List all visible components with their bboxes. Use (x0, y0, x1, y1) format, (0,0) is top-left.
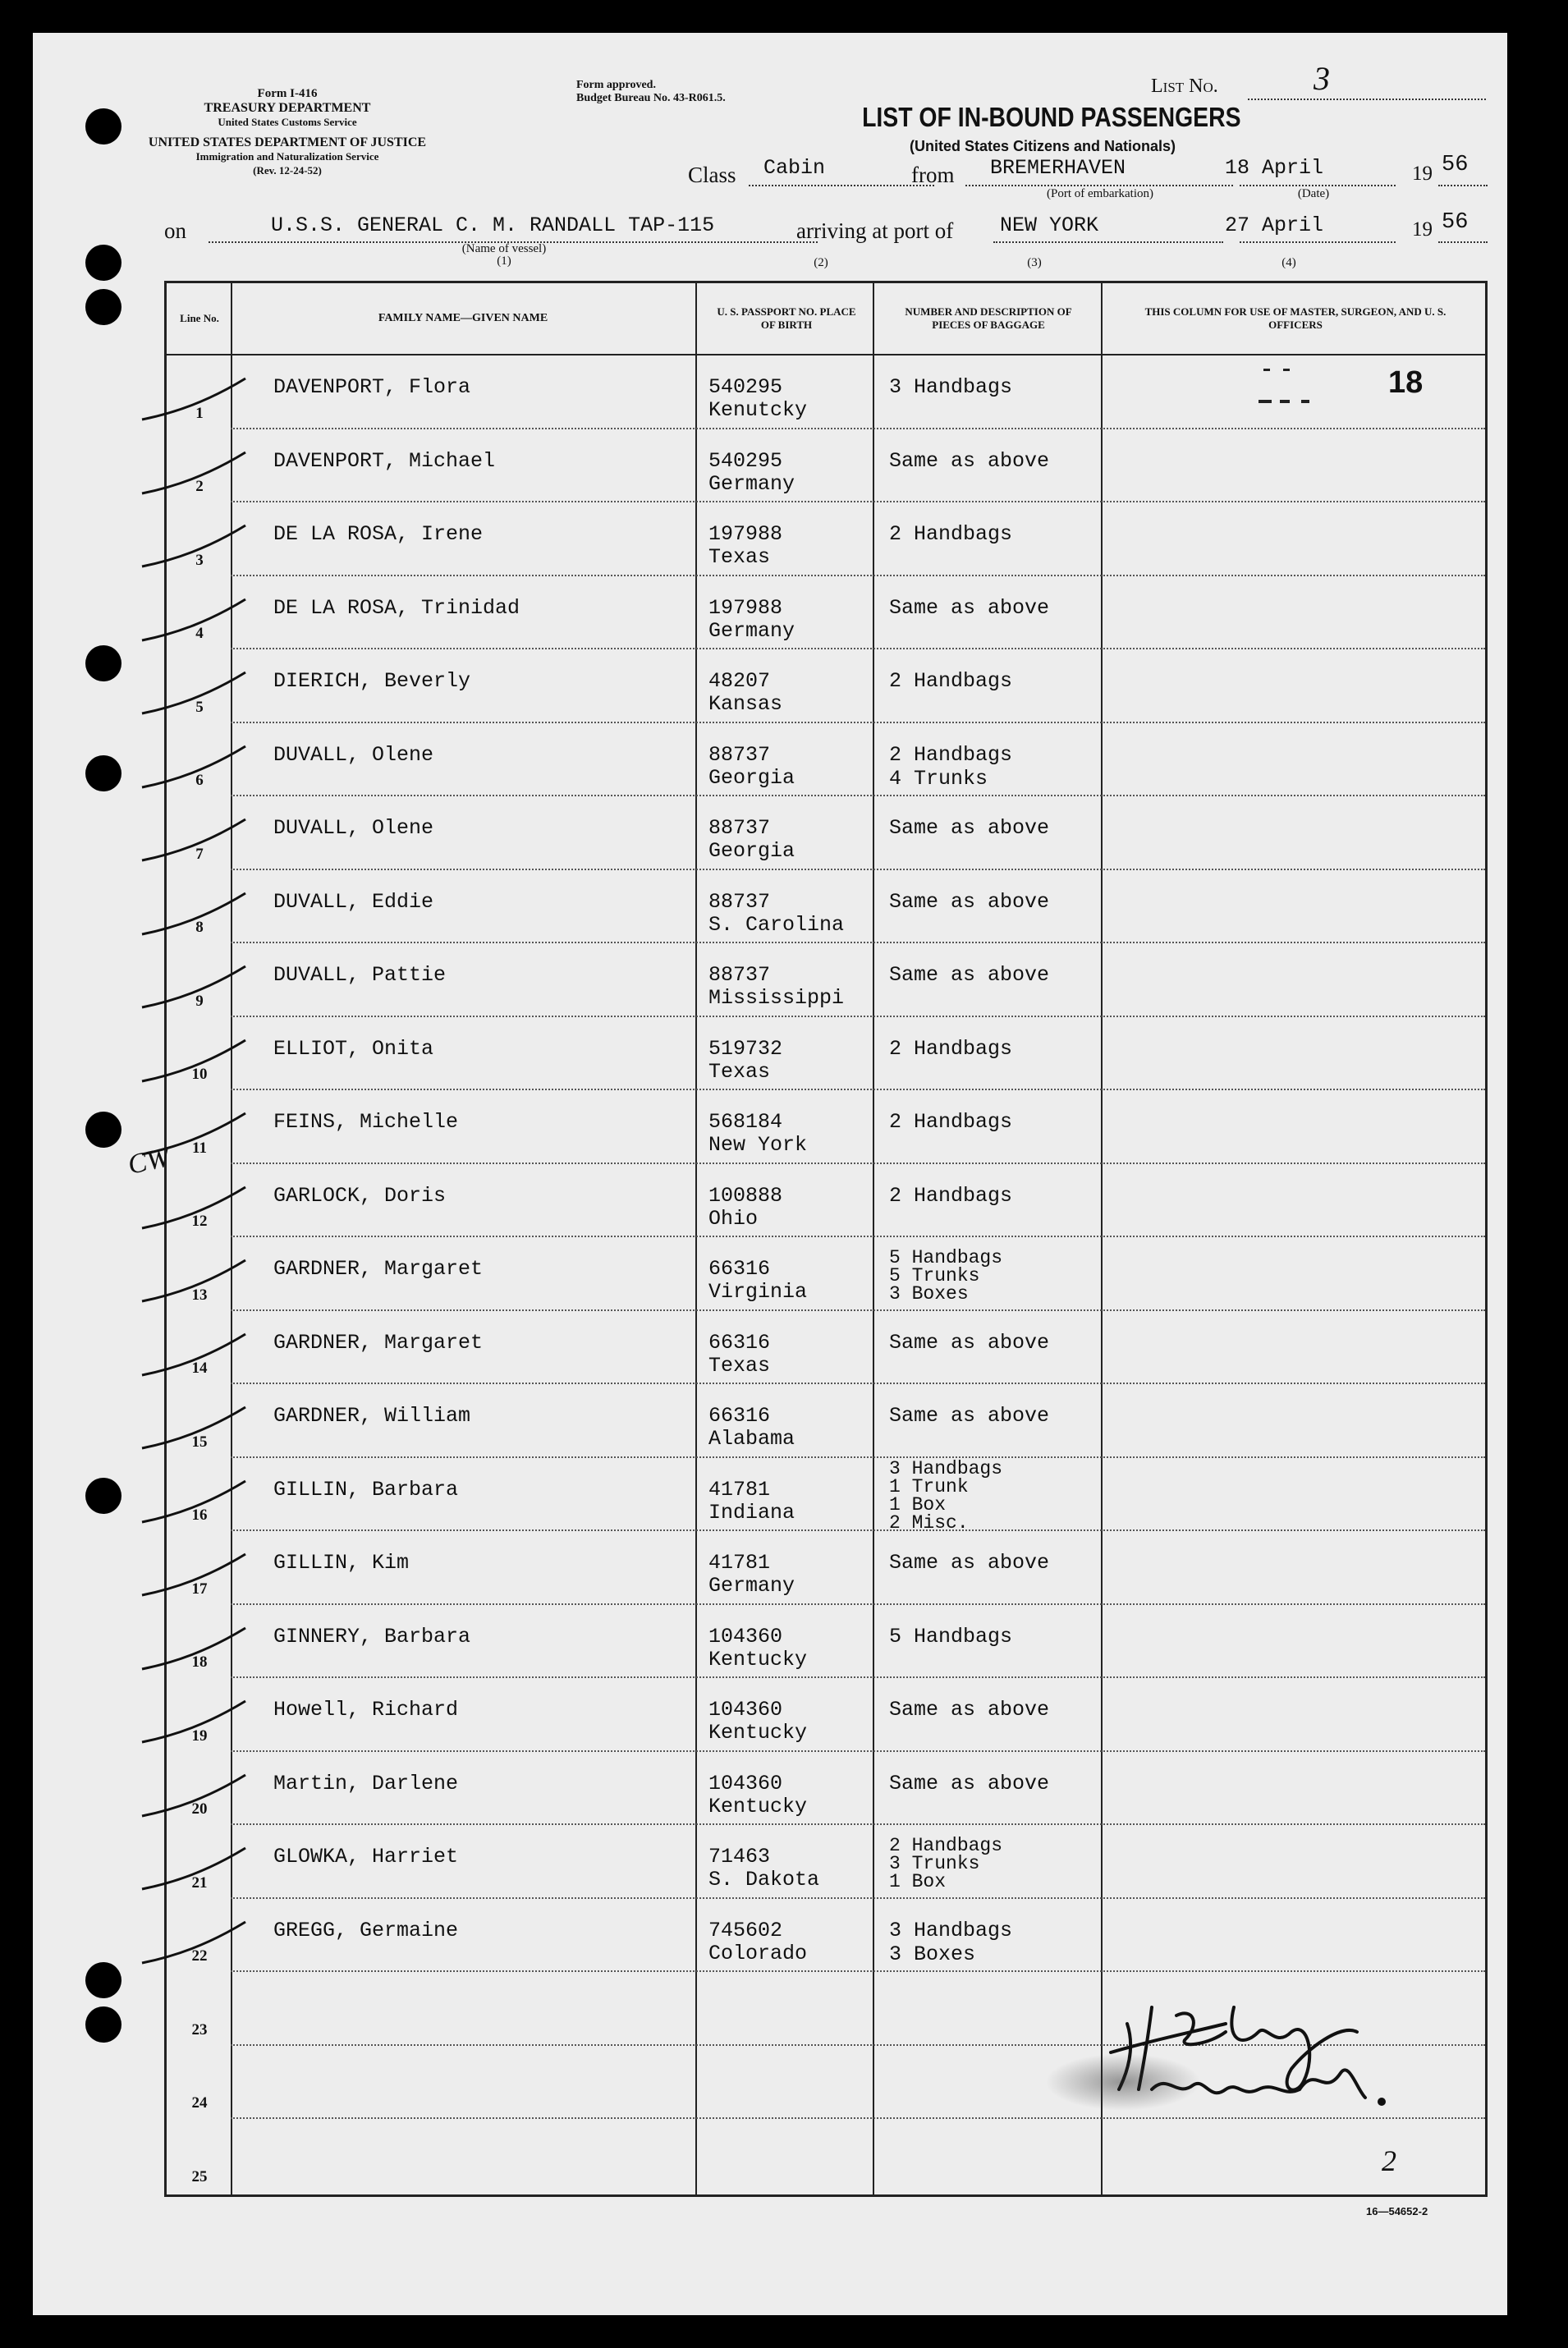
binder-hole (85, 245, 121, 281)
binder-hole (85, 1478, 121, 1514)
line-number: 14 (191, 1360, 208, 1377)
table-row (167, 1383, 1485, 1456)
binder-hole (85, 2006, 121, 2043)
table-row (167, 1676, 1485, 1750)
place-of-birth: S. Dakota (708, 1868, 820, 1892)
line-number: 13 (191, 1286, 208, 1304)
vessel-caption (422, 243, 586, 268)
list-no-label: List No. (1151, 76, 1218, 97)
baggage-item: Same as above (889, 963, 1050, 987)
check-mark (134, 1843, 249, 1892)
line-number: 18 (191, 1653, 208, 1671)
baggage-item: 5 Trunks (889, 1264, 980, 1286)
passport-number: 66316 (708, 1257, 771, 1281)
place-of-birth: Ohio (708, 1206, 759, 1231)
baggage-item: Same as above (889, 816, 1050, 840)
binder-hole (85, 645, 121, 681)
place-of-birth: Germany (708, 618, 795, 643)
check-mark (134, 814, 249, 864)
passenger-name: GILLIN, Kim (273, 1551, 410, 1575)
budget-bureau: Budget Bureau No. 43-R061.5. (576, 92, 726, 104)
passenger-name: Howell, Richard (273, 1698, 459, 1722)
passenger-name: FEINS, Michelle (273, 1110, 459, 1134)
arrival-year: 56 (1442, 210, 1469, 235)
passenger-name: GARDNER, William (273, 1404, 471, 1428)
line-number: 25 (191, 2167, 208, 2185)
check-mark (134, 374, 249, 423)
on-label: on (164, 218, 186, 243)
col-head-baggage: NUMBER AND DESCRIPTION OF PIECES OF BAGGAGE (905, 305, 1072, 331)
table-row (167, 1456, 1485, 1534)
port-embarkation: BREMERHAVEN (990, 156, 1126, 180)
col-num-4: (4) (1281, 256, 1296, 269)
passport-number: 540295 (708, 448, 783, 473)
baggage-item: Same as above (889, 889, 1050, 914)
place-of-birth: New York (708, 1133, 808, 1157)
list-subtitle: (United States Citizens and Nationals) (909, 138, 1176, 154)
passenger-name: GARLOCK, Doris (273, 1183, 447, 1208)
passport-number: 100888 (708, 1183, 783, 1208)
baggage-item: 1 Box (889, 1870, 947, 1892)
line-number: 6 (195, 772, 204, 789)
table-row (167, 1016, 1485, 1089)
col-num-3: (3) (1027, 256, 1042, 269)
col-num-1: (1) (497, 255, 511, 268)
table-row (167, 795, 1485, 869)
place-of-birth: Indiana (708, 1500, 795, 1525)
passenger-name: GARDNER, Margaret (273, 1330, 484, 1355)
check-mark (134, 741, 249, 791)
place-of-birth: Virginia (708, 1280, 808, 1304)
passenger-name: DAVENPORT, Michael (273, 448, 496, 473)
baggage-item: 1 Box (889, 1494, 947, 1516)
customs-service: United States Customs Service (218, 116, 357, 128)
passport-number: 88737 (708, 889, 771, 914)
check-mark (134, 1549, 249, 1598)
officer-marks (1259, 362, 1316, 411)
place-of-birth: Kentucky (708, 1794, 808, 1818)
table-row (167, 2117, 1485, 2191)
passport-number: 540295 (708, 375, 783, 399)
footer-code: 16—54652-2 (1366, 2205, 1428, 2217)
line-number: 23 (191, 2020, 208, 2038)
baggage-item: 5 Handbags (889, 1246, 1003, 1268)
passport-number: 66316 (708, 1404, 771, 1428)
year-prefix-1: 19 (1412, 163, 1433, 185)
table-row (167, 1823, 1485, 1897)
binder-hole (85, 289, 121, 325)
baggage-item: 5 Handbags (889, 1624, 1013, 1649)
table-row (167, 1750, 1485, 1824)
date-caption: (Date) (1297, 187, 1330, 200)
passenger-table (164, 281, 1488, 2197)
table-row (167, 869, 1485, 942)
port-embark-caption: (Port of embarkation) (1047, 187, 1153, 200)
agency-block (148, 87, 427, 177)
check-mark (134, 667, 249, 717)
place-of-birth: S. Carolina (708, 912, 845, 937)
revision: (Rev. 12-24-52) (253, 164, 322, 177)
binder-hole (85, 755, 121, 791)
passenger-name: DUVALL, Pattie (273, 963, 447, 987)
passport-number: 104360 (708, 1771, 783, 1795)
baggage-item: 3 Boxes (889, 1942, 976, 1966)
check-mark (134, 1917, 249, 1966)
line-number: 10 (191, 1066, 208, 1083)
officer-note: 18 (1388, 365, 1424, 400)
baggage-item: Same as above (889, 1551, 1050, 1575)
baggage-item: 2 Handbags (889, 1036, 1013, 1061)
passenger-name: DE LA ROSA, Irene (273, 522, 484, 546)
page-mark: 2 (1382, 2144, 1396, 2177)
passport-number: 88737 (708, 963, 771, 987)
check-mark (134, 1329, 249, 1378)
passenger-name: GARDNER, Margaret (273, 1257, 484, 1281)
place-of-birth: Georgia (708, 839, 795, 863)
passenger-name: DUVALL, Olene (273, 816, 434, 840)
port-embark-line (965, 185, 1233, 186)
baggage-item: 2 Handbags (889, 669, 1013, 693)
table-row (167, 1163, 1485, 1236)
justice-dept: UNITED STATES DEPARTMENT OF JUSTICE (148, 135, 427, 149)
passenger-name: DIERICH, Beverly (273, 669, 471, 693)
form-number: Form I-416 (257, 87, 318, 100)
baggage-item: 2 Handbags (889, 522, 1013, 546)
check-mark (134, 1255, 249, 1305)
baggage-item: 2 Handbags (889, 1110, 1013, 1134)
line-number: 24 (191, 2094, 208, 2112)
place-of-birth: Kansas (708, 692, 783, 716)
place-of-birth: Germany (708, 1574, 795, 1598)
ins-service: Immigration and Naturalization Service (195, 150, 379, 163)
line-number: 21 (191, 1873, 208, 1892)
line-number: 7 (195, 845, 204, 863)
place-of-birth: Texas (708, 1353, 771, 1378)
baggage-item: 2 Misc. (889, 1512, 969, 1534)
check-mark (134, 594, 249, 644)
col-num-2: (2) (814, 256, 828, 269)
margin-note: CW (125, 1142, 173, 1181)
place-of-birth: Colorado (708, 1941, 808, 1965)
from-label: from (911, 163, 955, 187)
line-number: 1 (195, 404, 204, 422)
ink-smudge (1045, 2053, 1201, 2111)
line-number: 22 (191, 1947, 208, 1965)
line-number: 9 (195, 992, 204, 1010)
place-of-birth: Kenutcky (708, 398, 808, 422)
table-row (167, 575, 1485, 649)
list-title: LIST OF IN-BOUND PASSENGERS (862, 102, 1241, 132)
binder-hole (85, 1112, 121, 1148)
treasury-dept: TREASURY DEPARTMENT (204, 101, 371, 115)
baggage-item: 2 Handbags (889, 1183, 1013, 1208)
line-number: 3 (195, 551, 204, 569)
passenger-name: ELLIOT, Onita (273, 1036, 434, 1061)
table-row (167, 1897, 1485, 1971)
baggage-item: 2 Handbags (889, 1834, 1003, 1856)
table-row (167, 1529, 1485, 1603)
baggage-item: Same as above (889, 595, 1050, 620)
passenger-name: GLOWKA, Harriet (273, 1845, 459, 1869)
passenger-name: DUVALL, Olene (273, 742, 434, 767)
passenger-name: DUVALL, Eddie (273, 889, 434, 914)
table-row (167, 648, 1485, 722)
table-row (167, 1603, 1485, 1677)
class-line (749, 185, 934, 186)
passport-number: 88737 (708, 816, 771, 840)
passport-number: 88737 (708, 742, 771, 767)
table-row (167, 722, 1485, 796)
col-head-passport: U. S. PASSPORT NO. PLACE OF BIRTH (717, 305, 856, 331)
baggage-item: 4 Trunks (889, 766, 988, 791)
col-head-name: FAMILY NAME—GIVEN NAME (378, 312, 548, 324)
place-of-birth: Kentucky (708, 1647, 808, 1672)
check-mark (134, 1035, 249, 1085)
line-number: 20 (191, 1800, 208, 1818)
line-number: 15 (191, 1433, 208, 1451)
col-head-line: Line No. (180, 312, 219, 324)
place-of-birth: Mississippi (708, 986, 845, 1010)
baggage-item: Same as above (889, 1698, 1050, 1722)
embark-date: 18 April (1225, 156, 1324, 180)
passenger-name: GREGG, Germaine (273, 1918, 459, 1942)
list-no-value: 3 (1314, 60, 1330, 97)
form-approved: Form approved. (576, 79, 656, 91)
port-arrival: NEW YORK (1000, 213, 1099, 237)
baggage-item: Same as above (889, 1404, 1050, 1428)
approval-block (576, 79, 726, 105)
check-mark (134, 1623, 249, 1672)
check-mark (134, 961, 249, 1011)
class-value: Cabin (763, 156, 826, 180)
arrival-date: 27 April (1225, 213, 1324, 237)
line-number: 17 (191, 1580, 208, 1598)
passport-number: 71463 (708, 1845, 771, 1869)
place-of-birth: Texas (708, 545, 771, 569)
check-mark (134, 1476, 249, 1525)
year2-line (1438, 241, 1488, 243)
passport-number: 745602 (708, 1918, 783, 1942)
table-row (167, 1309, 1485, 1383)
list-no-line (1248, 99, 1486, 100)
passenger-name: GINNERY, Barbara (273, 1624, 471, 1649)
baggage-item: Same as above (889, 448, 1050, 473)
col-head-officers: THIS COLUMN FOR USE OF MASTER, SURGEON, AND U. S. OFFICERS (1144, 305, 1447, 331)
line-number: 2 (195, 478, 204, 495)
baggage-item: Same as above (889, 1771, 1050, 1795)
baggage-item: 2 Handbags (889, 742, 1013, 767)
manifest-page (33, 33, 1507, 2315)
passenger-name: Martin, Darlene (273, 1771, 459, 1795)
place-of-birth: Alabama (708, 1427, 795, 1451)
table-row (167, 501, 1485, 575)
place-of-birth: Germany (708, 471, 795, 496)
date2-line (1240, 241, 1396, 243)
passport-number: 104360 (708, 1698, 783, 1722)
table-row (167, 942, 1485, 1016)
place-of-birth: Georgia (708, 765, 795, 790)
year-prefix-2: 19 (1412, 218, 1433, 241)
baggage-item: 3 Boxes (889, 1282, 969, 1305)
line-number: 4 (195, 625, 204, 642)
binder-hole (85, 1962, 121, 1998)
passport-number: 568184 (708, 1110, 783, 1134)
vessel-name: U.S.S. GENERAL C. M. RANDALL TAP-115 (271, 213, 715, 237)
check-mark (134, 1402, 249, 1451)
baggage-item: 3 Handbags (889, 1918, 1013, 1942)
table-row (167, 1236, 1485, 1309)
baggage-item: 3 Handbags (889, 1458, 1003, 1480)
passport-number: 41781 (708, 1477, 771, 1502)
year1-line (1438, 185, 1488, 186)
line-number: 16 (191, 1506, 208, 1524)
place-of-birth: Kentucky (708, 1721, 808, 1745)
baggage-item: 3 Trunks (889, 1852, 980, 1874)
passport-number: 66316 (708, 1330, 771, 1355)
table-row (167, 428, 1485, 502)
passport-number: 41781 (708, 1551, 771, 1575)
passport-number: 197988 (708, 595, 783, 620)
passport-number: 197988 (708, 522, 783, 546)
line-number: 12 (191, 1213, 208, 1230)
line-number: 5 (195, 698, 204, 716)
passport-number: 104360 (708, 1624, 783, 1649)
check-mark (134, 1770, 249, 1819)
table-row (167, 1089, 1485, 1163)
binder-hole (85, 108, 121, 144)
line-number: 19 (191, 1727, 208, 1745)
line-number: 8 (195, 919, 204, 936)
baggage-item: Same as above (889, 1330, 1050, 1355)
date1-line (1240, 185, 1396, 186)
place-of-birth: Texas (708, 1059, 771, 1084)
port-arrival-line (993, 241, 1223, 243)
passenger-name: DAVENPORT, Flora (273, 375, 471, 399)
baggage-item: 3 Handbags (889, 375, 1013, 399)
passport-number: 48207 (708, 669, 771, 693)
line-number: 11 (192, 1139, 207, 1157)
check-mark (134, 1696, 249, 1745)
check-mark (134, 1182, 249, 1231)
passport-number: 519732 (708, 1036, 783, 1061)
class-label: Class (688, 163, 736, 187)
passenger-name: DE LA ROSA, Trinidad (273, 595, 520, 620)
passenger-name: GILLIN, Barbara (273, 1477, 459, 1502)
check-mark (134, 888, 249, 938)
baggage-item: 1 Trunk (889, 1476, 969, 1498)
embark-year: 56 (1442, 153, 1469, 177)
vessel-caption-text: (Name of vessel) (461, 242, 547, 255)
check-mark (134, 447, 249, 497)
check-mark (134, 521, 249, 570)
arriving-label: arriving at port of (796, 218, 954, 243)
